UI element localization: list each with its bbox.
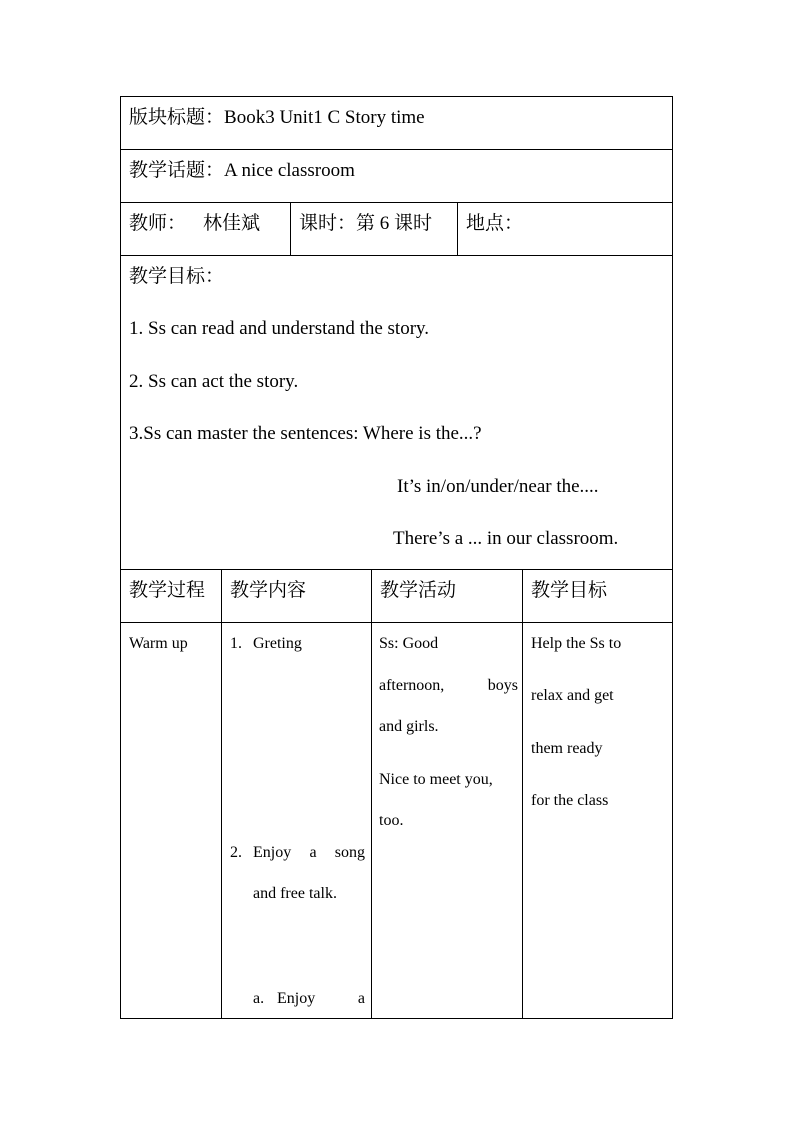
column-header-content: 教学内容: [230, 580, 307, 601]
topic-value: Book3 Unit1 C Story time: [224, 107, 425, 128]
column-header-process: 教学过程: [129, 580, 206, 601]
subject-row: [129, 160, 355, 182]
goal-line: relax and get: [531, 687, 614, 704]
objective-sentence: It’s in/on/under/near the....: [397, 476, 599, 497]
row-divider: [120, 149, 673, 150]
subject-label: 教学话题：: [129, 160, 225, 181]
period-row: [299, 213, 432, 235]
subject-value: A nice classroom: [224, 160, 355, 181]
column-header-activity: 教学活动: [380, 580, 457, 601]
objectives-label: 教学目标：: [129, 266, 225, 287]
content-item-text: and free talk.: [253, 885, 337, 902]
objective-item: 3.Ss can master the sentences: Where is the...?: [129, 423, 482, 444]
objective-item: 2. Ss can act the story.: [129, 371, 299, 392]
column-divider: [522, 569, 523, 1019]
word: a: [309, 844, 317, 861]
column-divider: [371, 569, 372, 1019]
column-divider: [290, 202, 291, 255]
row-divider: [120, 569, 673, 570]
goal-line: for the class: [531, 792, 609, 809]
column-header-goal: 教学目标: [531, 580, 608, 601]
activity-line: Ss: Good: [379, 635, 439, 652]
content-item-number: 1.: [230, 635, 242, 652]
row-divider: [120, 622, 673, 623]
word: afternoon,: [379, 677, 445, 694]
activity-line: too.: [379, 812, 404, 829]
content-item-text: [253, 843, 365, 863]
activity-line: Nice to meet you,: [379, 771, 493, 788]
word: song: [334, 844, 365, 861]
word: Enjoy: [277, 990, 316, 1007]
goal-line: Help the Ss to: [531, 635, 622, 652]
content-item-number: 2.: [230, 844, 242, 861]
place-label: 地点：: [466, 213, 524, 234]
row-divider: [120, 255, 673, 256]
activity-line: and girls.: [379, 718, 439, 735]
word: a: [357, 990, 365, 1007]
activity-line: [379, 676, 518, 696]
period-label: 课时：: [299, 213, 357, 234]
stage-warm-up: Warm up: [129, 635, 188, 652]
objective-item: 1. Ss can read and understand the story.: [129, 318, 430, 339]
word: boys: [487, 677, 518, 694]
content-item-number: a.: [253, 990, 265, 1007]
objective-sentence: There’s a ... in our classroom.: [393, 528, 619, 549]
topic-row: [129, 107, 425, 129]
content-item-text: Greting: [253, 635, 302, 652]
topic-label: 版块标题：: [129, 107, 225, 128]
column-divider: [457, 202, 458, 255]
teacher-name: 林佳斌: [203, 213, 261, 234]
column-divider: [221, 569, 222, 1019]
word: Enjoy: [253, 844, 292, 861]
row-divider: [120, 202, 673, 203]
goal-line: them ready: [531, 740, 603, 757]
period-value: 第 6 课时: [356, 213, 433, 234]
teacher-label: 教师：: [129, 213, 187, 234]
content-item-text: [277, 989, 365, 1009]
